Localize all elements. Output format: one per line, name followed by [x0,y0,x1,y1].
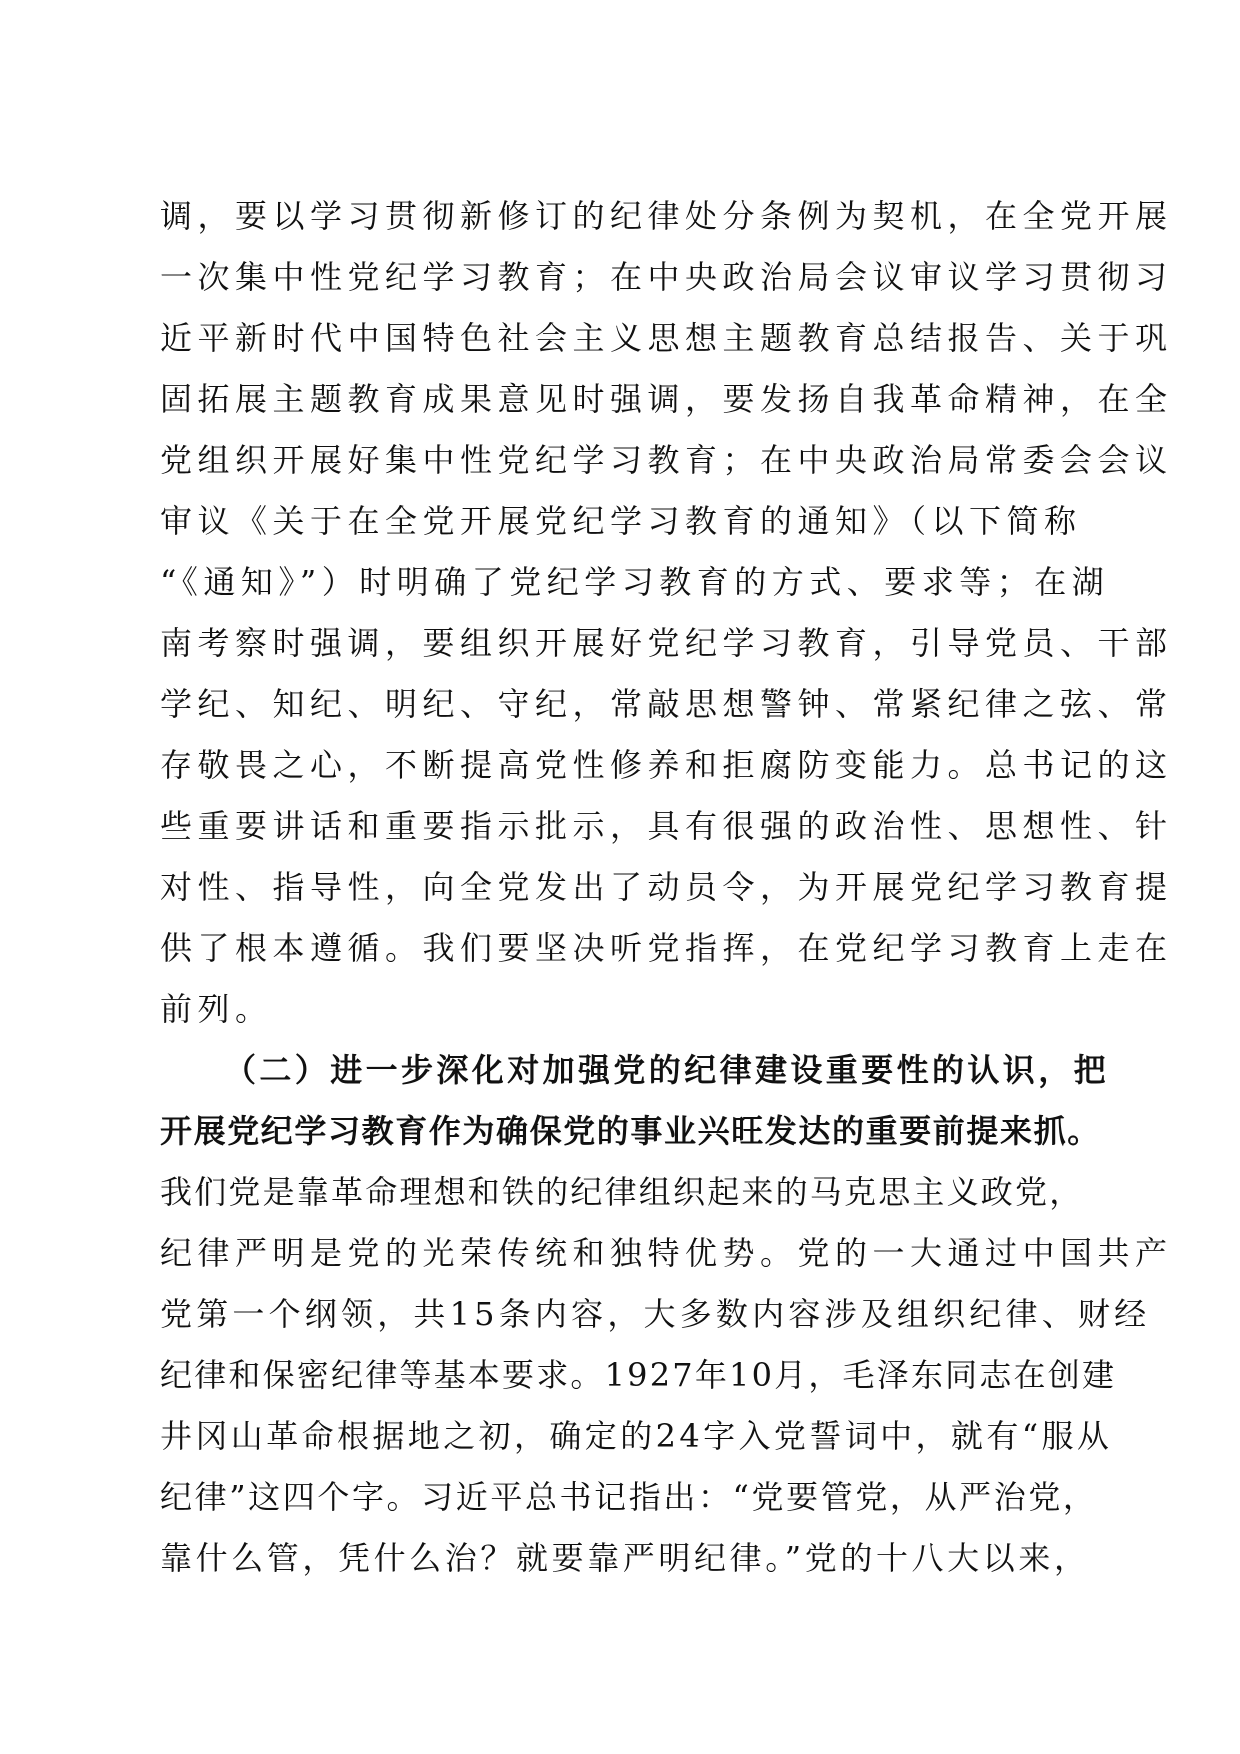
text-line: 井冈山革命根据地之初，确定的24字入党誓词中，就有“服从 [160,1417,1113,1455]
text-line: 些重要讲话和重要指示批示，具有很强的政治性、思想性、针 [160,807,1173,845]
text-line: 纪律和保密纪律等基本要求。1927年10月，毛泽东同志在创建 [160,1356,1117,1394]
text-line: 党组织开展好集中性党纪学习教育；在中央政治局常委会会议 [160,441,1173,479]
section-heading-line: 开展党纪学习教育作为确保党的事业兴旺发达的重要前提来抓。 [160,1112,1101,1150]
text-line: 南考察时强调，要组织开展好党纪学习教育，引导党员、干部 [160,624,1173,662]
text-line: 调，要以学习贯彻新修订的纪律处分条例为契机，在全党开展 [160,197,1173,235]
text-line: 近平新时代中国特色社会主义思想主题教育总结报告、关于巩 [160,319,1173,357]
text-line: 学纪、知纪、明纪、守纪，常敲思想警钟、常紧纪律之弦、常 [160,685,1173,723]
text-line: 纪律严明是党的光荣传统和独特优势。党的一大通过中国共产 [160,1234,1173,1272]
text-line: 固拓展主题教育成果意见时强调，要发扬自我革命精神，在全 [160,380,1173,418]
text-line: 对性、指导性，向全党发出了动员令，为开展党纪学习教育提 [160,868,1173,906]
text-line: 供了根本遵循。我们要坚决听党指挥，在党纪学习教育上走在 [160,929,1173,967]
text-line: 前列。 [160,990,273,1028]
text-line: 纪律”这四个字。习近平总书记指出：“党要管党，从严治党， [160,1478,1098,1516]
text-line: 我们党是靠革命理想和铁的纪律组织起来的马克思主义政党， [160,1173,1084,1211]
text-line: 审议《关于在全党开展党纪学习教育的通知》（以下简称 [160,502,1082,540]
text-line: “《通知》”）时明确了党纪学习教育的方式、要求等；在湖 [160,563,1110,601]
text-line: 党第一个纲领，共15条内容，大多数内容涉及组织纪律、财经 [160,1295,1151,1333]
text-line: 靠什么管，凭什么治？就要靠严明纪律。”党的十八大以来， [160,1539,1090,1577]
text-line: 存敬畏之心，不断提高党性修养和拒腐防变能力。总书记的这 [160,746,1173,784]
section-heading-line: （二）进一步深化对加强党的纪律建设重要性的认识，把 [224,1051,1110,1089]
text-line: 一次集中性党纪学习教育；在中央政治局会议审议学习贯彻习 [160,258,1173,296]
document-body [160,186,1173,1589]
